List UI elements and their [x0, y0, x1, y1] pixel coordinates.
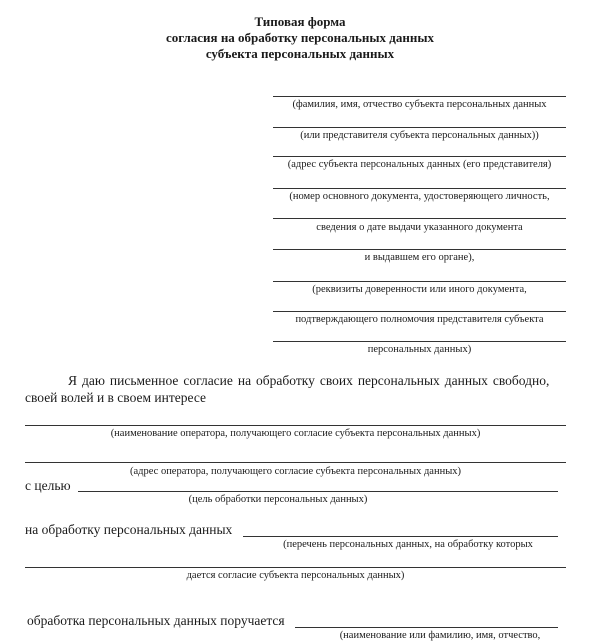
field-caption: (или представителя субъекта персональных данных))	[300, 130, 539, 141]
id-issuer-field[interactable]	[273, 249, 566, 250]
authority-confirmation-field[interactable]	[273, 311, 566, 312]
operator-address-field[interactable]	[25, 462, 566, 463]
field-caption: подтверждающего полномочия представителя субъекта	[295, 314, 544, 325]
form-title-line-3: субъекта персональных данных	[205, 46, 395, 61]
id-issue-date-field[interactable]	[273, 218, 566, 219]
form-title: Типовая форма	[254, 14, 346, 29]
field-caption: и выдавшем его органе),	[364, 252, 475, 263]
field-caption: сведения о дате выдачи указанного документа	[316, 222, 523, 233]
form-title-line-2: согласия на обработку персональных данных	[165, 30, 435, 45]
operator-name-field[interactable]	[25, 425, 566, 426]
field-caption: (реквизиты доверенности или иного документа,	[312, 284, 527, 295]
field-caption: (номер основного документа, удостоверяющего личность,	[289, 191, 550, 202]
delegation-label: обработка персональных данных поручается	[27, 613, 285, 628]
subject-name-field[interactable]	[273, 96, 566, 97]
representative-data-field[interactable]	[273, 341, 566, 342]
field-caption: (наименование или фамилию, имя, отчество,	[339, 630, 541, 641]
purpose-label: с целью	[25, 478, 71, 493]
field-caption: дается согласие субъекта персональных данных)	[186, 570, 405, 581]
power-of-attorney-field[interactable]	[273, 281, 566, 282]
field-caption: (адрес субъекта персональных данных (его представителя)	[287, 159, 552, 170]
field-caption: (фамилия, имя, отчество субъекта персональных данных	[292, 99, 547, 110]
representative-name-field[interactable]	[273, 127, 566, 128]
data-list-label: на обработку персональных данных	[25, 522, 233, 537]
id-document-field[interactable]	[273, 188, 566, 189]
data-list-field-continued[interactable]	[25, 567, 566, 568]
consent-text-line-2: своей волей и в своем интересе	[25, 390, 206, 405]
delegation-field[interactable]	[295, 627, 558, 628]
data-list-field[interactable]	[243, 536, 558, 537]
field-caption: (наименование оператора, получающего согласие субъекта персональных данных)	[110, 428, 481, 439]
consent-text-line-1: Я даю письменное согласие на обработку своих персональных данных свободно,	[68, 373, 550, 388]
subject-address-field[interactable]	[273, 156, 566, 157]
field-caption: (перечень персональных данных, на обработку которых	[283, 539, 533, 550]
field-caption: персональных данных)	[367, 344, 472, 355]
field-caption: (адрес оператора, получающего согласие субъекта персональных данных)	[129, 466, 461, 477]
purpose-field[interactable]	[78, 491, 558, 492]
field-caption: (цель обработки персональных данных)	[188, 494, 368, 505]
